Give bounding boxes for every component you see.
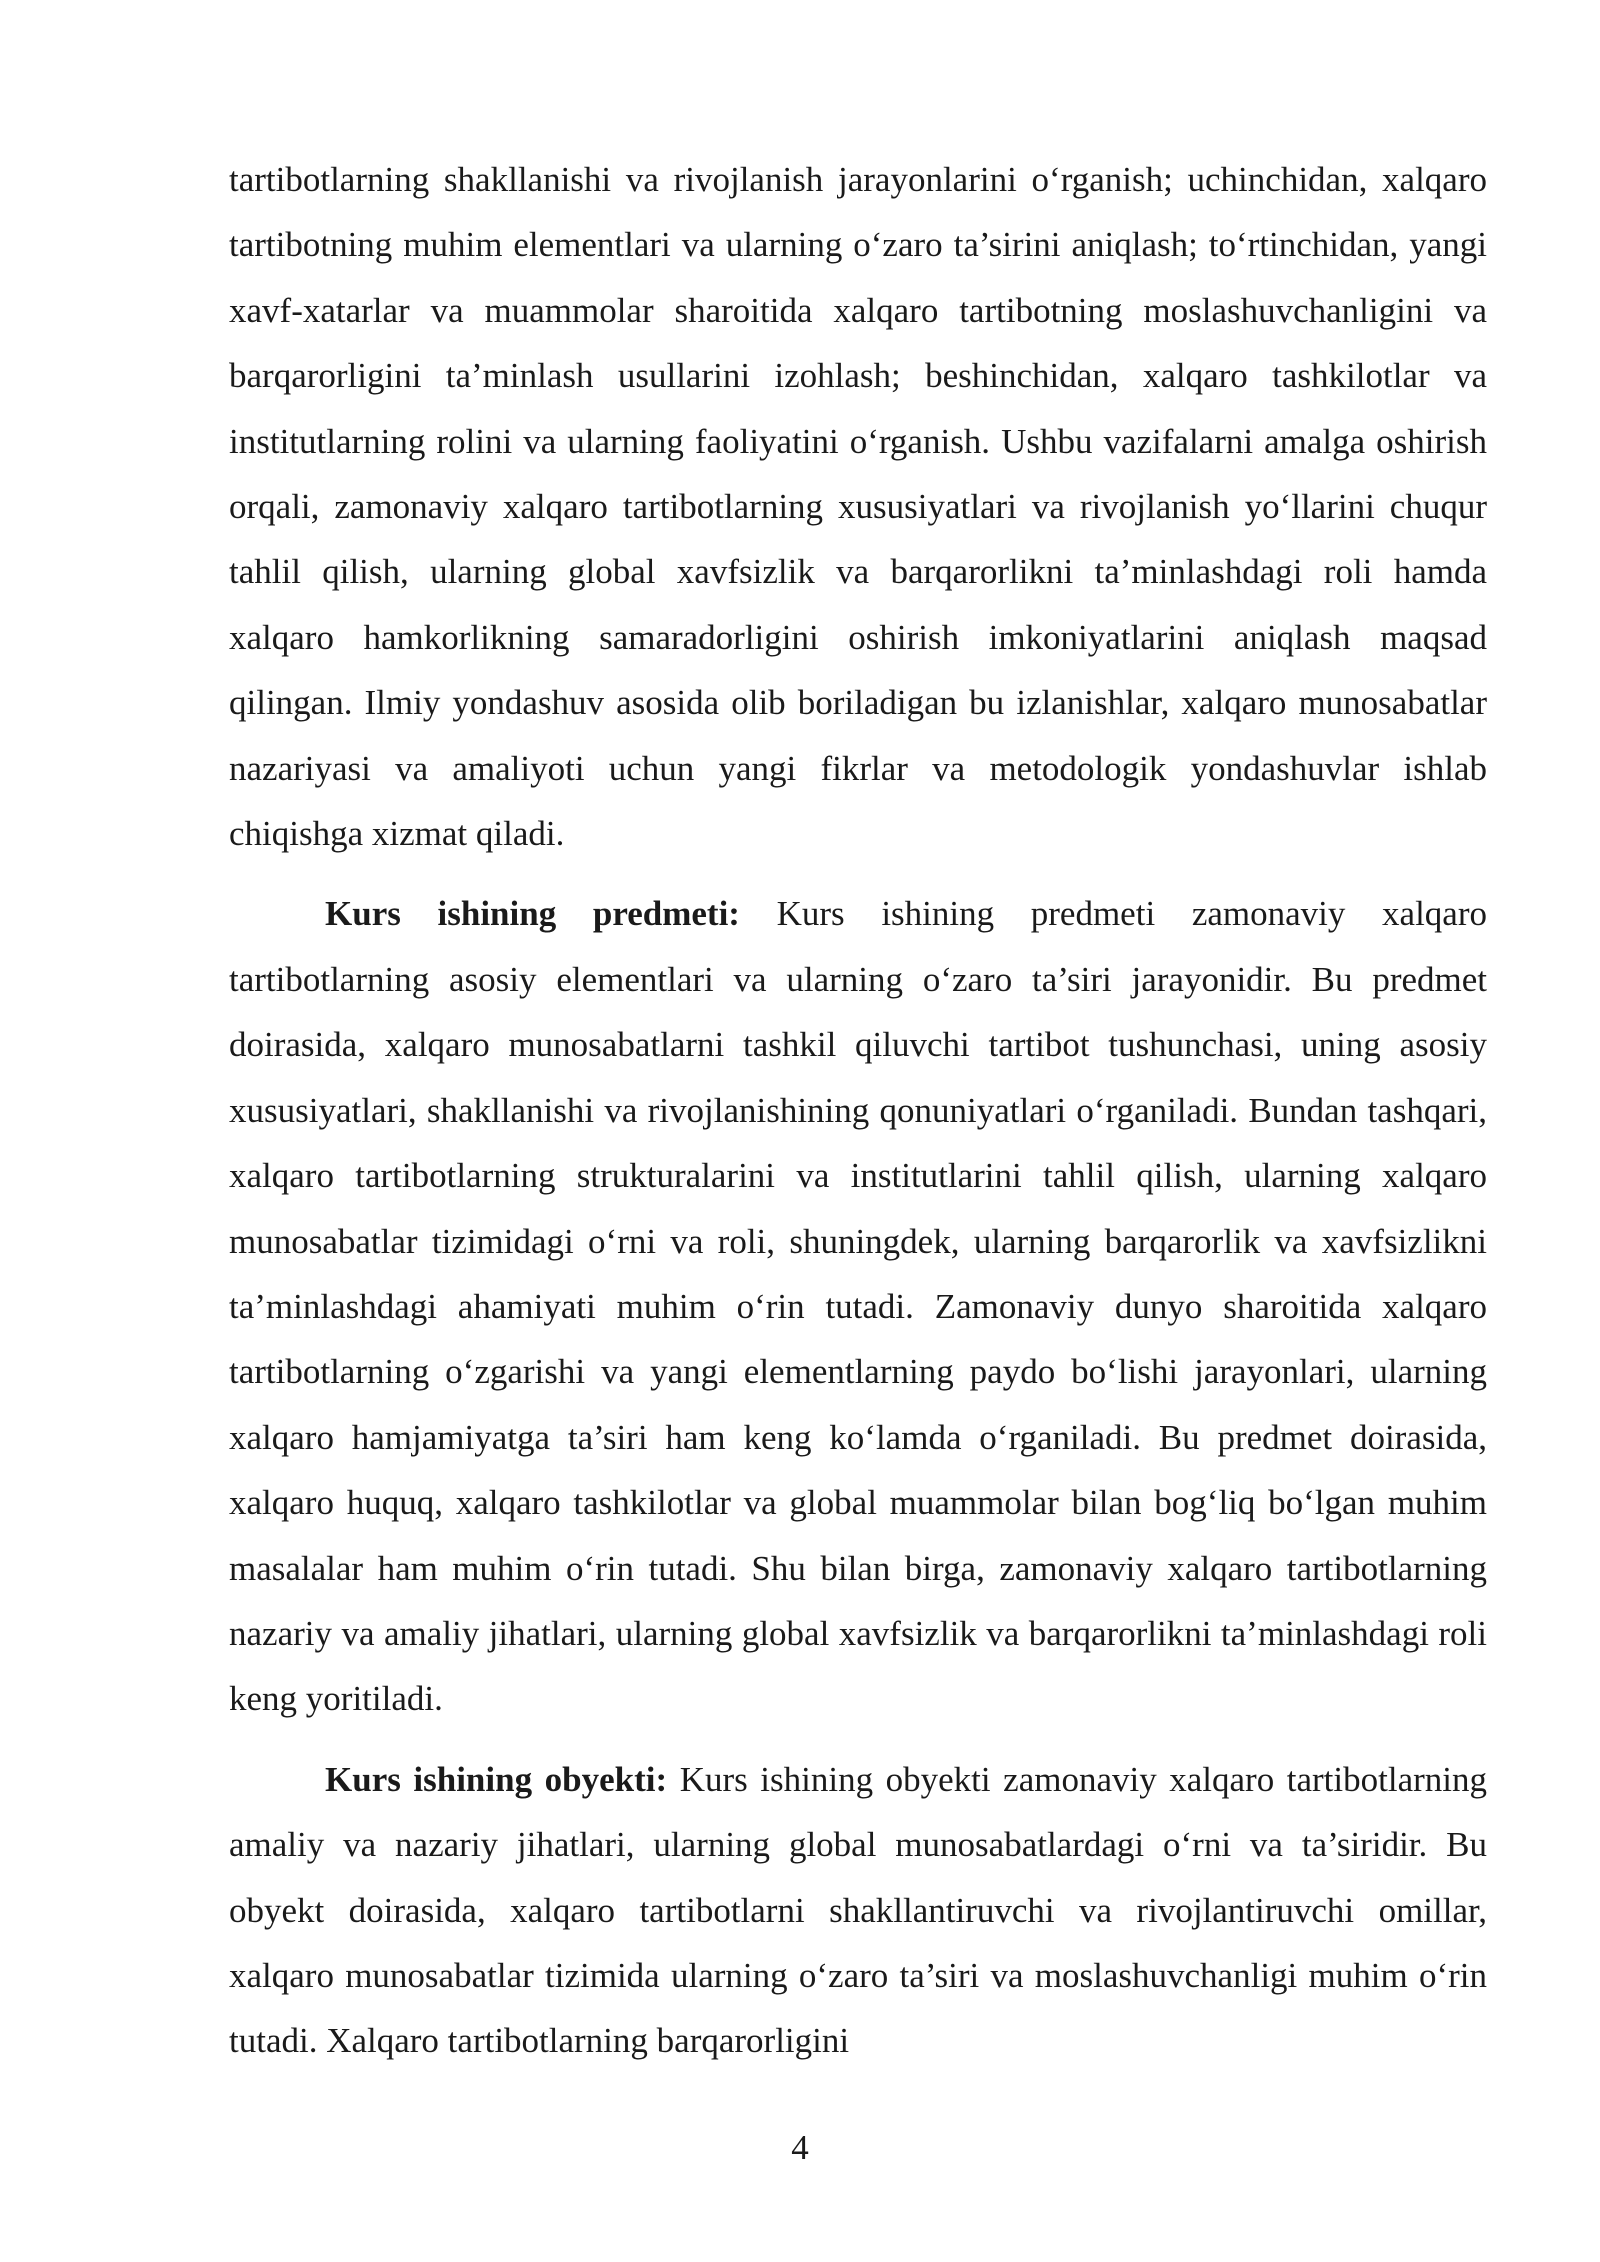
paragraph-object [229, 1747, 1487, 2074]
paragraph-heading: Kurs ishining obyekti: [325, 1759, 668, 1799]
paragraph-continuation [229, 147, 1487, 866]
paragraph-heading: Kurs ishining predmeti: [325, 894, 740, 934]
page-number: 4 [791, 2128, 809, 2167]
paragraph-text: tartibotlarning shakllanishi va rivojlanish jarayonlarini o‘rganish; uchinchidan, xalqaro tartibotning muhim elementlari va ularning o‘zaro ta’sirini aniqlash; to‘rtinchidan, yangi xavf-xatarlar va muammolar sharoitida xalqaro tartibotning moslashuvchanligini va barqarorligini ta’minlash usullarini izohlash; beshinchidan, xalqaro tashkilotlar va institutlarning rolini va ularning faoliyatini o‘rganish. Ushbu vazifalarni amalga oshirish orqali, zamonaviy xalqaro tartibotlarning xususiyatlari va rivojlanish yo‘llarini chuqur tahlil qilish, ularning global xavfsizlik va barqarorlikni ta’minlashdagi roli hamda xalqaro hamkorlikning samaradorligini oshirish imkoniyatlarini aniqlash maqsad qilingan. Ilmiy yondashuv asosida olib boriladigan bu izlanishlar, xalqaro munosabatlar nazariyasi va amaliyoti uchun yangi fikrlar va metodologik yondashuvlar ishlab chiqishga xizmat qiladi. [229, 160, 1487, 854]
paragraph-text: Kurs ishining obyekti zamonaviy xalqaro tartibotlarning amaliy va nazariy jihatlari, ularning global munosabatlardagi o‘rni va ta’siridir. Bu obyekt doirasida, xalqaro tartibotlarni shakllantiruvchi va rivojlantiruvchi omillar, xalqaro munosabatlar tizimida ularning o‘zaro ta’siri va moslashuvchanligi muhim o‘rin tutadi. Xalqaro tartibotlarning barqarorligini [229, 1759, 1487, 2061]
paragraph-text: Kurs ishining predmeti zamonaviy xalqaro tartibotlarning asosiy elementlari va ularning o‘zaro ta’siri jarayonidir. Bu predmet doirasida, xalqaro munosabatlarni tashkil qiluvchi tartibot tushunchasi, uning asosiy xususiyatlari, shakllanishi va rivojlanishining qonuniyatlari o‘rganiladi. Bundan tashqari, xalqaro tartibotlarning strukturalarini va institutlarini tahlil qilish, ularning xalqaro munosabatlar tizimidagi o‘rni va roli, shuningdek, ularning barqarorlik va xavfsizlikni ta’minlashdagi ahamiyati muhim o‘rin tutadi. Zamonaviy dunyo sharoitida xalqaro tartibotlarning o‘zgarishi va yangi elementlarning paydo bo‘lishi jarayonlari, ularning xalqaro hamjamiyatga ta’siri ham keng ko‘lamda o‘rganiladi. Bu predmet doirasida, xalqaro huquq, xalqaro tashkilotlar va global muammolar bilan bog‘liq bo‘lgan muhim masalalar ham muhim o‘rin tutadi. Shu bilan birga, zamonaviy xalqaro tartibotlarning nazariy va amaliy jihatlari, ularning global xavfsizlik va barqarorlikni ta’minlashdagi roli keng yoritiladi. [229, 894, 1487, 1719]
paragraph-subject [229, 881, 1487, 1731]
body-text [229, 147, 1487, 2074]
